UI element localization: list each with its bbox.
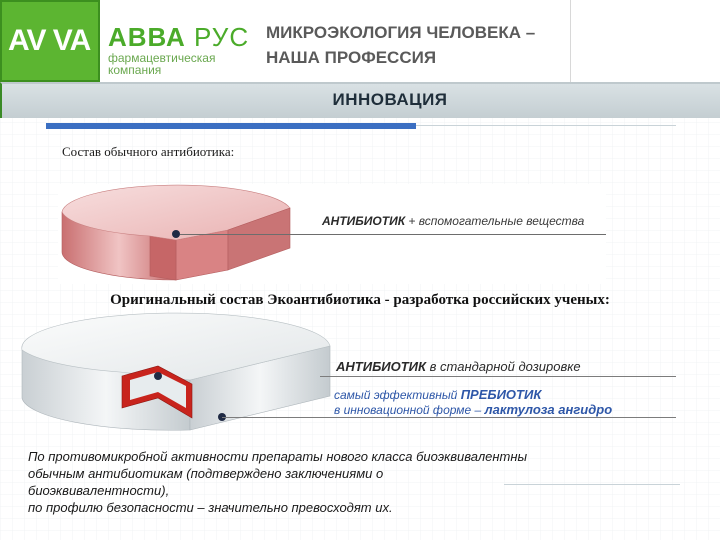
eco-label2-bold: ПРЕБИОТИК: [460, 387, 542, 402]
ordinary-label-bold: АНТИБИОТИК: [322, 214, 406, 228]
conclusion-line4: по профилю безопасности – значительно превосходят их.: [28, 500, 393, 515]
conclusion-line1: По противомикробной активности препараты нового класса биоэквивалентны: [28, 449, 528, 464]
eco-label-antibiotic: [336, 359, 581, 374]
eco-label3-bold: лактулоза ангидро: [484, 402, 613, 417]
conclusion-line3: биоэквивалентности),: [28, 483, 170, 498]
logo-text: AV VA: [8, 24, 91, 57]
ordinary-tablet: [62, 185, 290, 280]
eco-label1-bold: АНТИБИОТИК: [336, 359, 427, 374]
eco-pointer-line-2: [222, 417, 676, 418]
ordinary-pointer-line: [180, 234, 606, 235]
eco-tablet: [22, 313, 330, 430]
conclusion-line2: обычным антибиотикам (подтверждено заключениями о: [28, 466, 384, 481]
ordinary-label: [322, 214, 584, 228]
brand-name-bold: АВВА: [108, 22, 186, 52]
ordinary-pointer-dot: [172, 230, 180, 238]
eco-label2-prefix: самый эффективный: [334, 388, 461, 402]
eco-label3-prefix: в инновационной форме –: [334, 403, 485, 417]
brand-name-thin: РУС: [185, 22, 250, 52]
conclusion-text: [28, 448, 712, 516]
brand-sub-line2: компания: [108, 63, 162, 77]
ordinary-label-rest: + вспомогательные вещества: [405, 214, 585, 228]
eco-label1-rest: в стандарной дозировке: [426, 359, 581, 374]
conclusion-divider: [504, 484, 680, 485]
header-title-line2: НАША ПРОФЕССИЯ: [266, 48, 437, 67]
eco-caption: Оригинальный состав Экоантибиотика - разработка российских ученых:: [110, 292, 610, 308]
eco-label-prebiotic: [334, 387, 612, 417]
brand-sub-line1: фармацевтическая: [108, 51, 216, 65]
header-title-line1: МИКРОЭКОЛОГИЯ ЧЕЛОВЕКА –: [266, 23, 536, 42]
eco-pointer-line-1: [320, 376, 676, 377]
eco-pointer-dot-1: [154, 372, 162, 380]
ordinary-caption: Состав обычного антибиотика:: [62, 144, 235, 159]
section-title: ИННОВАЦИЯ: [332, 90, 448, 109]
